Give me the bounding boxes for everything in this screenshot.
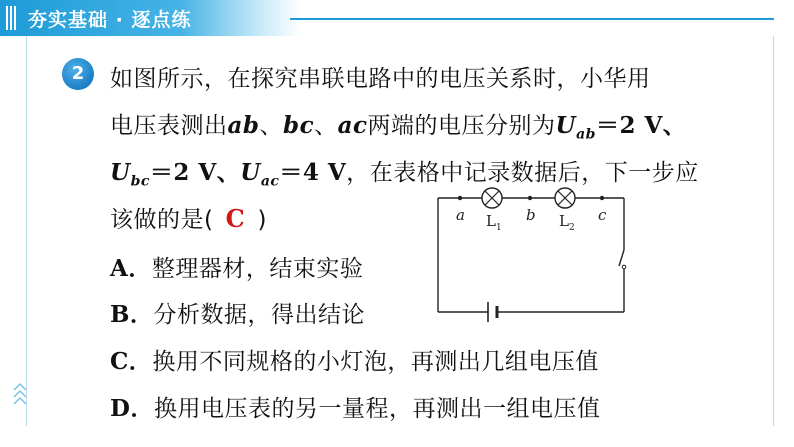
node-c-dot xyxy=(600,196,604,200)
node-a-dot xyxy=(458,196,462,200)
label-ab: ab xyxy=(227,112,260,139)
circuit-diagram xyxy=(430,182,630,327)
voltage-bc-value: ＝2 V、 xyxy=(149,159,241,186)
label-ac: ac xyxy=(337,112,368,139)
switch-blade xyxy=(619,250,624,266)
section-banner xyxy=(0,0,300,36)
node-c-label: c xyxy=(598,206,607,224)
lamp-l2-subscript: 2 xyxy=(569,223,575,233)
chevron-up-decor-icon xyxy=(12,380,28,410)
question-number-badge: 2 xyxy=(62,58,94,90)
node-b-label: b xyxy=(526,206,536,224)
node-a-label: a xyxy=(456,206,465,224)
voltage-symbol: U xyxy=(555,112,577,139)
question-line-3: $U_{bc}=2$ V、$U_{ac}=4$ V，在表格中记录数据后，下一步应 xyxy=(110,159,699,190)
label-bc: bc xyxy=(283,112,315,139)
lamp-l2-icon xyxy=(555,188,575,208)
option-d[interactable]: D．换用电压表的另一量程，再测出一组电压值 xyxy=(110,395,601,422)
option-c[interactable]: C．换用不同规格的小灯泡，再测出几组电压值 xyxy=(110,348,599,375)
answer-text: C xyxy=(225,204,246,233)
voltage-ac-value: ＝4 V xyxy=(279,159,347,186)
option-b[interactable]: B．分析数据，得出结论 xyxy=(110,301,365,328)
switch-contact xyxy=(622,265,626,269)
header-divider xyxy=(290,18,774,20)
question-line-1: 如图所示，在探究串联电路中的电压关系时，小华用 xyxy=(110,66,651,92)
lamp-l2-label: L xyxy=(559,212,569,230)
node-b-dot xyxy=(528,196,532,200)
voltage-ab-value: ＝2 V、 xyxy=(595,112,687,139)
lamp-l1-label: L xyxy=(486,212,496,230)
banner-title: 夯实基础 · 逐点练 xyxy=(28,9,192,31)
option-a[interactable]: A．整理器材，结束实验 xyxy=(110,255,364,282)
question-line-2: 电压表测出ab、bc、ac两端的电压分别为$U_{ab}=2$ V、 xyxy=(110,112,687,143)
question-line-4: 该做的是( C ) xyxy=(110,204,267,233)
lamp-l1-subscript: 1 xyxy=(496,223,502,233)
answer-slot xyxy=(213,204,257,233)
lamp-l1-icon xyxy=(482,188,502,208)
stripes-icon xyxy=(6,6,16,30)
